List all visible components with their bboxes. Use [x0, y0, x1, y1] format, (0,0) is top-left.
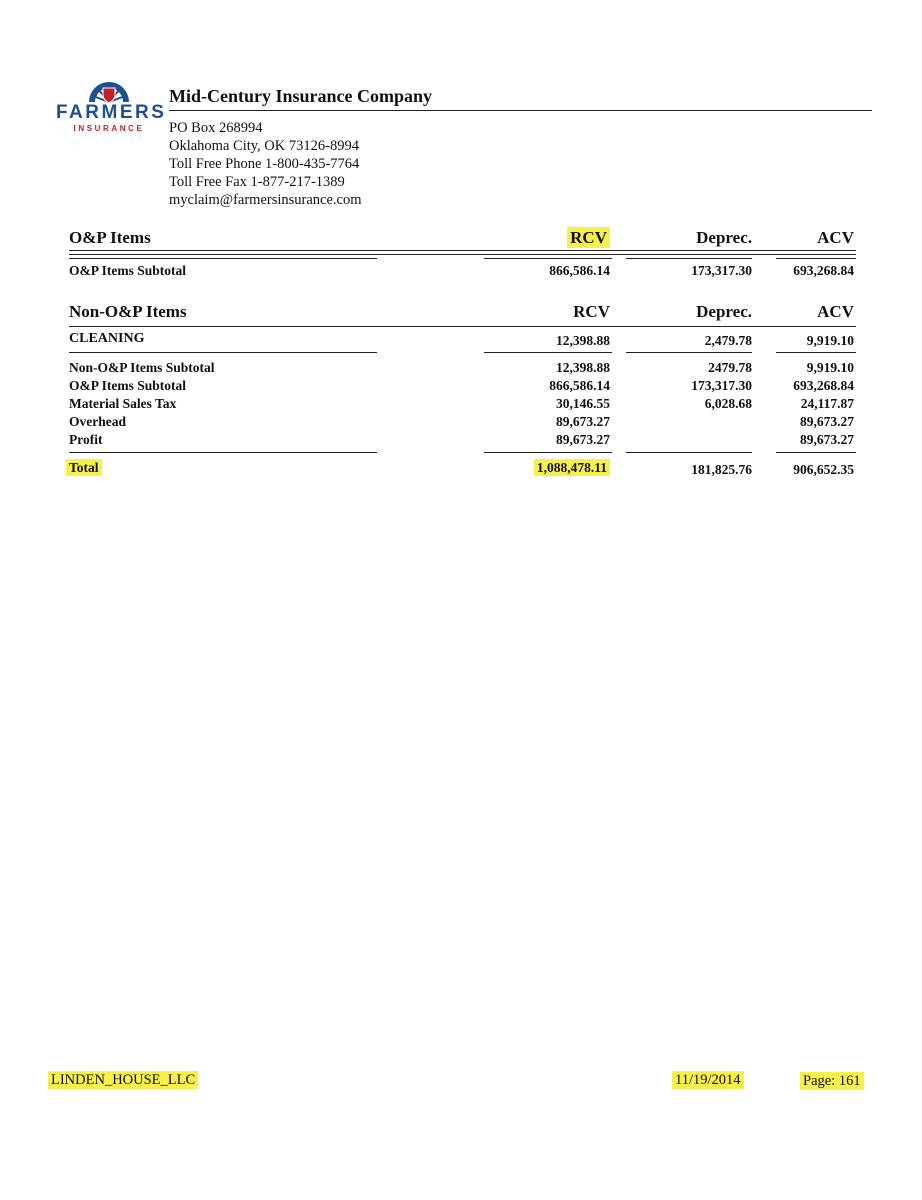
summary-acv: 9,919.10 — [806, 360, 854, 375]
summary-rcv: 12,398.88 — [556, 360, 610, 375]
summary-acv: 24,117.87 — [800, 396, 854, 411]
footer-date — [672, 1072, 744, 1089]
deprec-rule — [626, 352, 752, 353]
summary-label: Profit — [69, 432, 103, 447]
logo-subtitle: INSURANCE — [73, 124, 145, 133]
highlighted-total-rcv: 1,088,478.11 — [534, 459, 610, 476]
op-subtotal-acv: 693,268.84 — [793, 263, 854, 278]
cleaning-acv: 9,919.10 — [806, 333, 854, 348]
summary-deprec: 6,028.68 — [704, 396, 752, 411]
highlighted-total-label: Total — [66, 459, 102, 476]
label-rule — [69, 258, 377, 259]
summary-acv: 89,673.27 — [800, 414, 854, 429]
deprec-rule — [626, 452, 752, 453]
summary-acv: 693,268.84 — [793, 378, 854, 393]
rcv-rule — [484, 452, 612, 453]
highlighted-date: 11/19/2014 — [672, 1071, 744, 1089]
op-subtotal-label: O&P Items Subtotal — [69, 263, 187, 278]
address-line: PO Box 268994 — [169, 120, 263, 136]
non-op-col-rcv: RCV — [573, 302, 610, 321]
summary-label: Non-O&P Items Subtotal — [69, 360, 215, 375]
cleaning-label: CLEANING — [69, 331, 145, 346]
shield-crest-icon — [85, 80, 133, 104]
header-divider — [169, 110, 872, 111]
deprec-rule — [626, 258, 752, 259]
summary-label: O&P Items Subtotal — [69, 378, 187, 393]
total-deprec: 181,825.76 — [691, 462, 752, 477]
acv-rule — [776, 352, 856, 353]
summary-acv: 89,673.27 — [800, 432, 854, 447]
highlighted-page: Page: 161 — [800, 1072, 864, 1090]
op-subtotal-rcv: 866,586.14 — [549, 263, 610, 278]
address-line: Oklahoma City, OK 73126-8994 — [169, 138, 359, 154]
summary-rcv: 89,673.27 — [556, 432, 610, 447]
address-line: Toll Free Fax 1-877-217-1389 — [169, 174, 345, 190]
address-line: Toll Free Phone 1-800-435-7764 — [169, 156, 360, 172]
summary-label: Material Sales Tax — [69, 396, 177, 411]
non-op-section-title: Non-O&P Items — [69, 302, 187, 321]
acv-rule — [776, 258, 856, 259]
farmers-logo — [56, 80, 167, 136]
summary-rcv: 866,586.14 — [549, 378, 610, 393]
total-label — [66, 460, 102, 476]
summary-rcv: 30,146.55 — [556, 396, 610, 411]
company-name: Mid-Century Insurance Company — [169, 86, 433, 106]
op-col-acv: ACV — [817, 228, 854, 247]
cleaning-deprec: 2,479.78 — [704, 333, 752, 348]
highlighted-rcv: RCV — [567, 227, 610, 248]
op-col-rcv — [567, 228, 610, 248]
address-line: myclaim@farmersinsurance.com — [169, 192, 362, 208]
summary-deprec: 173,317.30 — [691, 378, 752, 393]
summary-label: Overhead — [69, 414, 126, 429]
op-header-rule — [69, 250, 856, 255]
label-rule — [69, 452, 377, 453]
summary-rcv: 89,673.27 — [556, 414, 610, 429]
rcv-rule — [484, 352, 612, 353]
total-acv: 906,652.35 — [793, 462, 854, 477]
cleaning-rcv: 12,398.88 — [556, 333, 610, 348]
total-rcv — [534, 460, 610, 476]
footer-insured — [48, 1072, 198, 1089]
non-op-col-acv: ACV — [817, 302, 854, 321]
non-op-header-rule — [69, 326, 856, 327]
op-subtotal-deprec: 173,317.30 — [691, 263, 752, 278]
non-op-col-deprec: Deprec. — [696, 302, 752, 321]
rcv-rule — [484, 258, 612, 259]
footer-page-number — [800, 1073, 864, 1090]
logo-word: FARMERS — [56, 102, 167, 123]
acv-rule — [776, 452, 856, 453]
company-address — [169, 119, 362, 209]
label-rule — [69, 352, 377, 353]
op-col-deprec: Deprec. — [696, 228, 752, 247]
op-section-title: O&P Items — [69, 228, 151, 247]
highlighted-insured: LINDEN_HOUSE_LLC — [48, 1071, 198, 1089]
summary-deprec: 2479.78 — [708, 360, 752, 375]
